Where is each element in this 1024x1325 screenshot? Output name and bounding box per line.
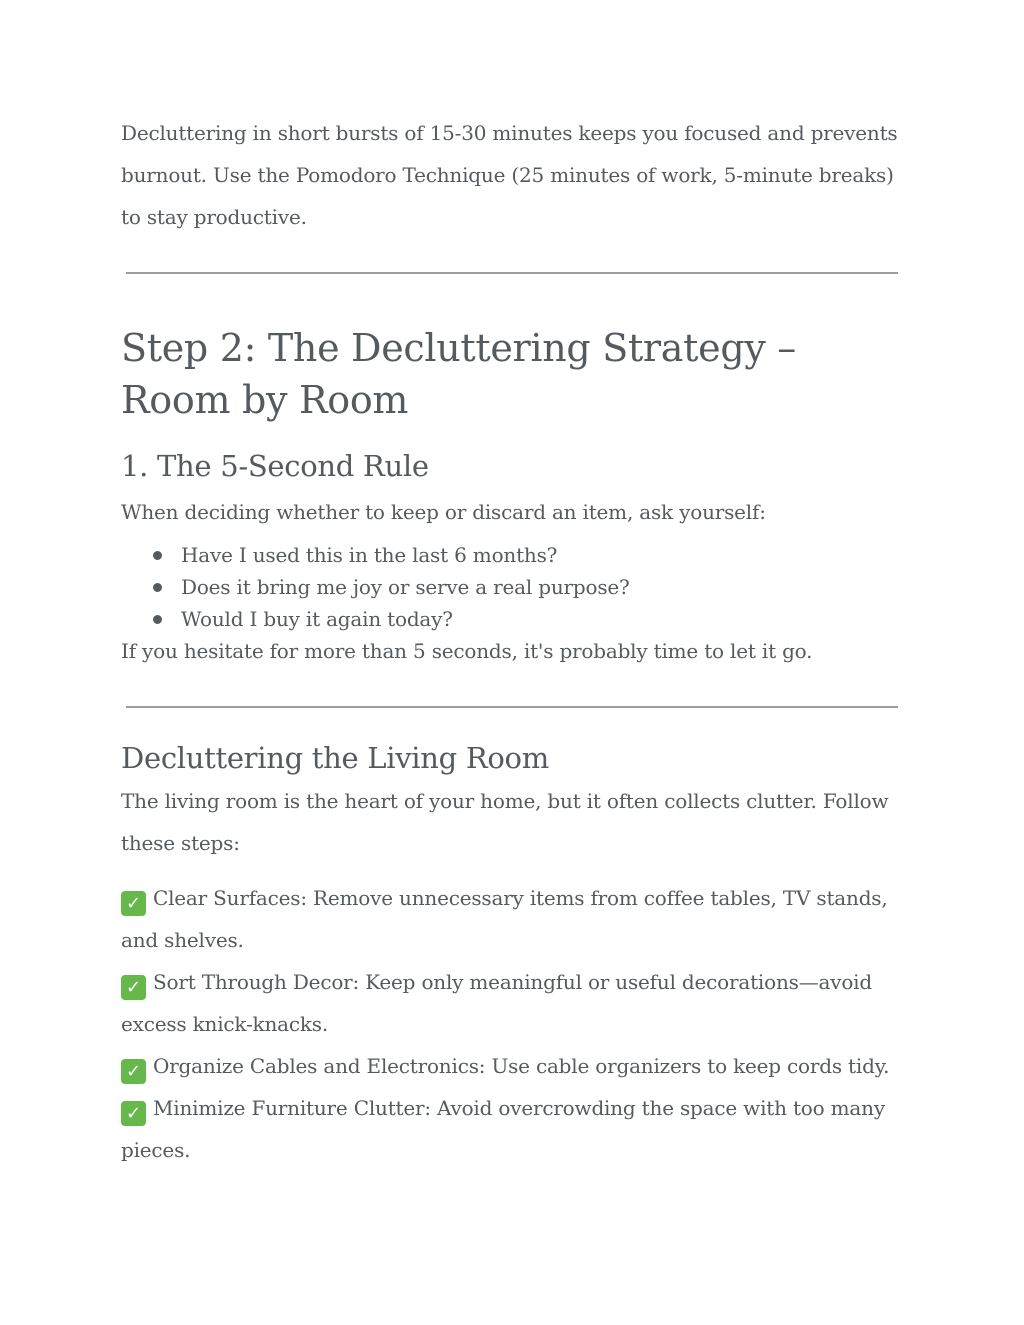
bullet-icon (153, 583, 162, 592)
question-text: Does it bring me joy or serve a real purpose? (181, 575, 630, 599)
list-item (121, 539, 901, 571)
intro-paragraph: Decluttering in short bursts of 15-30 minutes keeps you focused and prevents burnout. Use the Pomodoro Technique (25 minutes of work, 5-minute breaks) to stay productive. (121, 121, 898, 229)
checklist-text: Organize Cables and Electronics: Use cable organizers to keep cords tidy. (153, 1054, 890, 1078)
question-text: Would I buy it again today? (181, 607, 453, 631)
checklist-item (121, 877, 901, 961)
checklist-item (121, 1087, 901, 1171)
checklist-item (121, 1045, 901, 1087)
rule-lead-paragraph: When deciding whether to keep or discard an item, ask yourself: (121, 500, 766, 524)
question-list (121, 539, 901, 635)
document-page (121, 112, 901, 1171)
checklist-text: Minimize Furniture Clutter: Avoid overcrowding the space with too many pieces. (121, 1096, 885, 1162)
question-text: Have I used this in the last 6 months? (181, 543, 558, 567)
five-second-rule-heading: 1. The 5-Second Rule (121, 449, 429, 483)
checklist-text: Clear Surfaces: Remove unnecessary items from coffee tables, TV stands, and shelves. (121, 886, 888, 952)
bullet-icon (153, 551, 162, 560)
checkmark-icon: ✓ (121, 1059, 146, 1084)
checklist-text: Sort Through Decor: Keep only meaningful or useful decorations—avoid excess knick-knacks. (121, 970, 872, 1036)
living-room-heading: Decluttering the Living Room (121, 741, 549, 775)
living-room-intro: The living room is the heart of your home, but it often collects clutter. Follow these steps: (121, 789, 889, 855)
list-item (121, 571, 901, 603)
checkmark-icon: ✓ (121, 975, 146, 1000)
checkmark-icon: ✓ (121, 1101, 146, 1126)
bullet-icon (153, 615, 162, 624)
step2-heading: Step 2: The Decluttering Strategy – Room by Room (121, 326, 796, 422)
checkmark-icon: ✓ (121, 891, 146, 916)
checklist-item (121, 961, 901, 1045)
list-item (121, 603, 901, 635)
rule-conclusion: If you hesitate for more than 5 seconds, it's probably time to let it go. (121, 639, 813, 663)
